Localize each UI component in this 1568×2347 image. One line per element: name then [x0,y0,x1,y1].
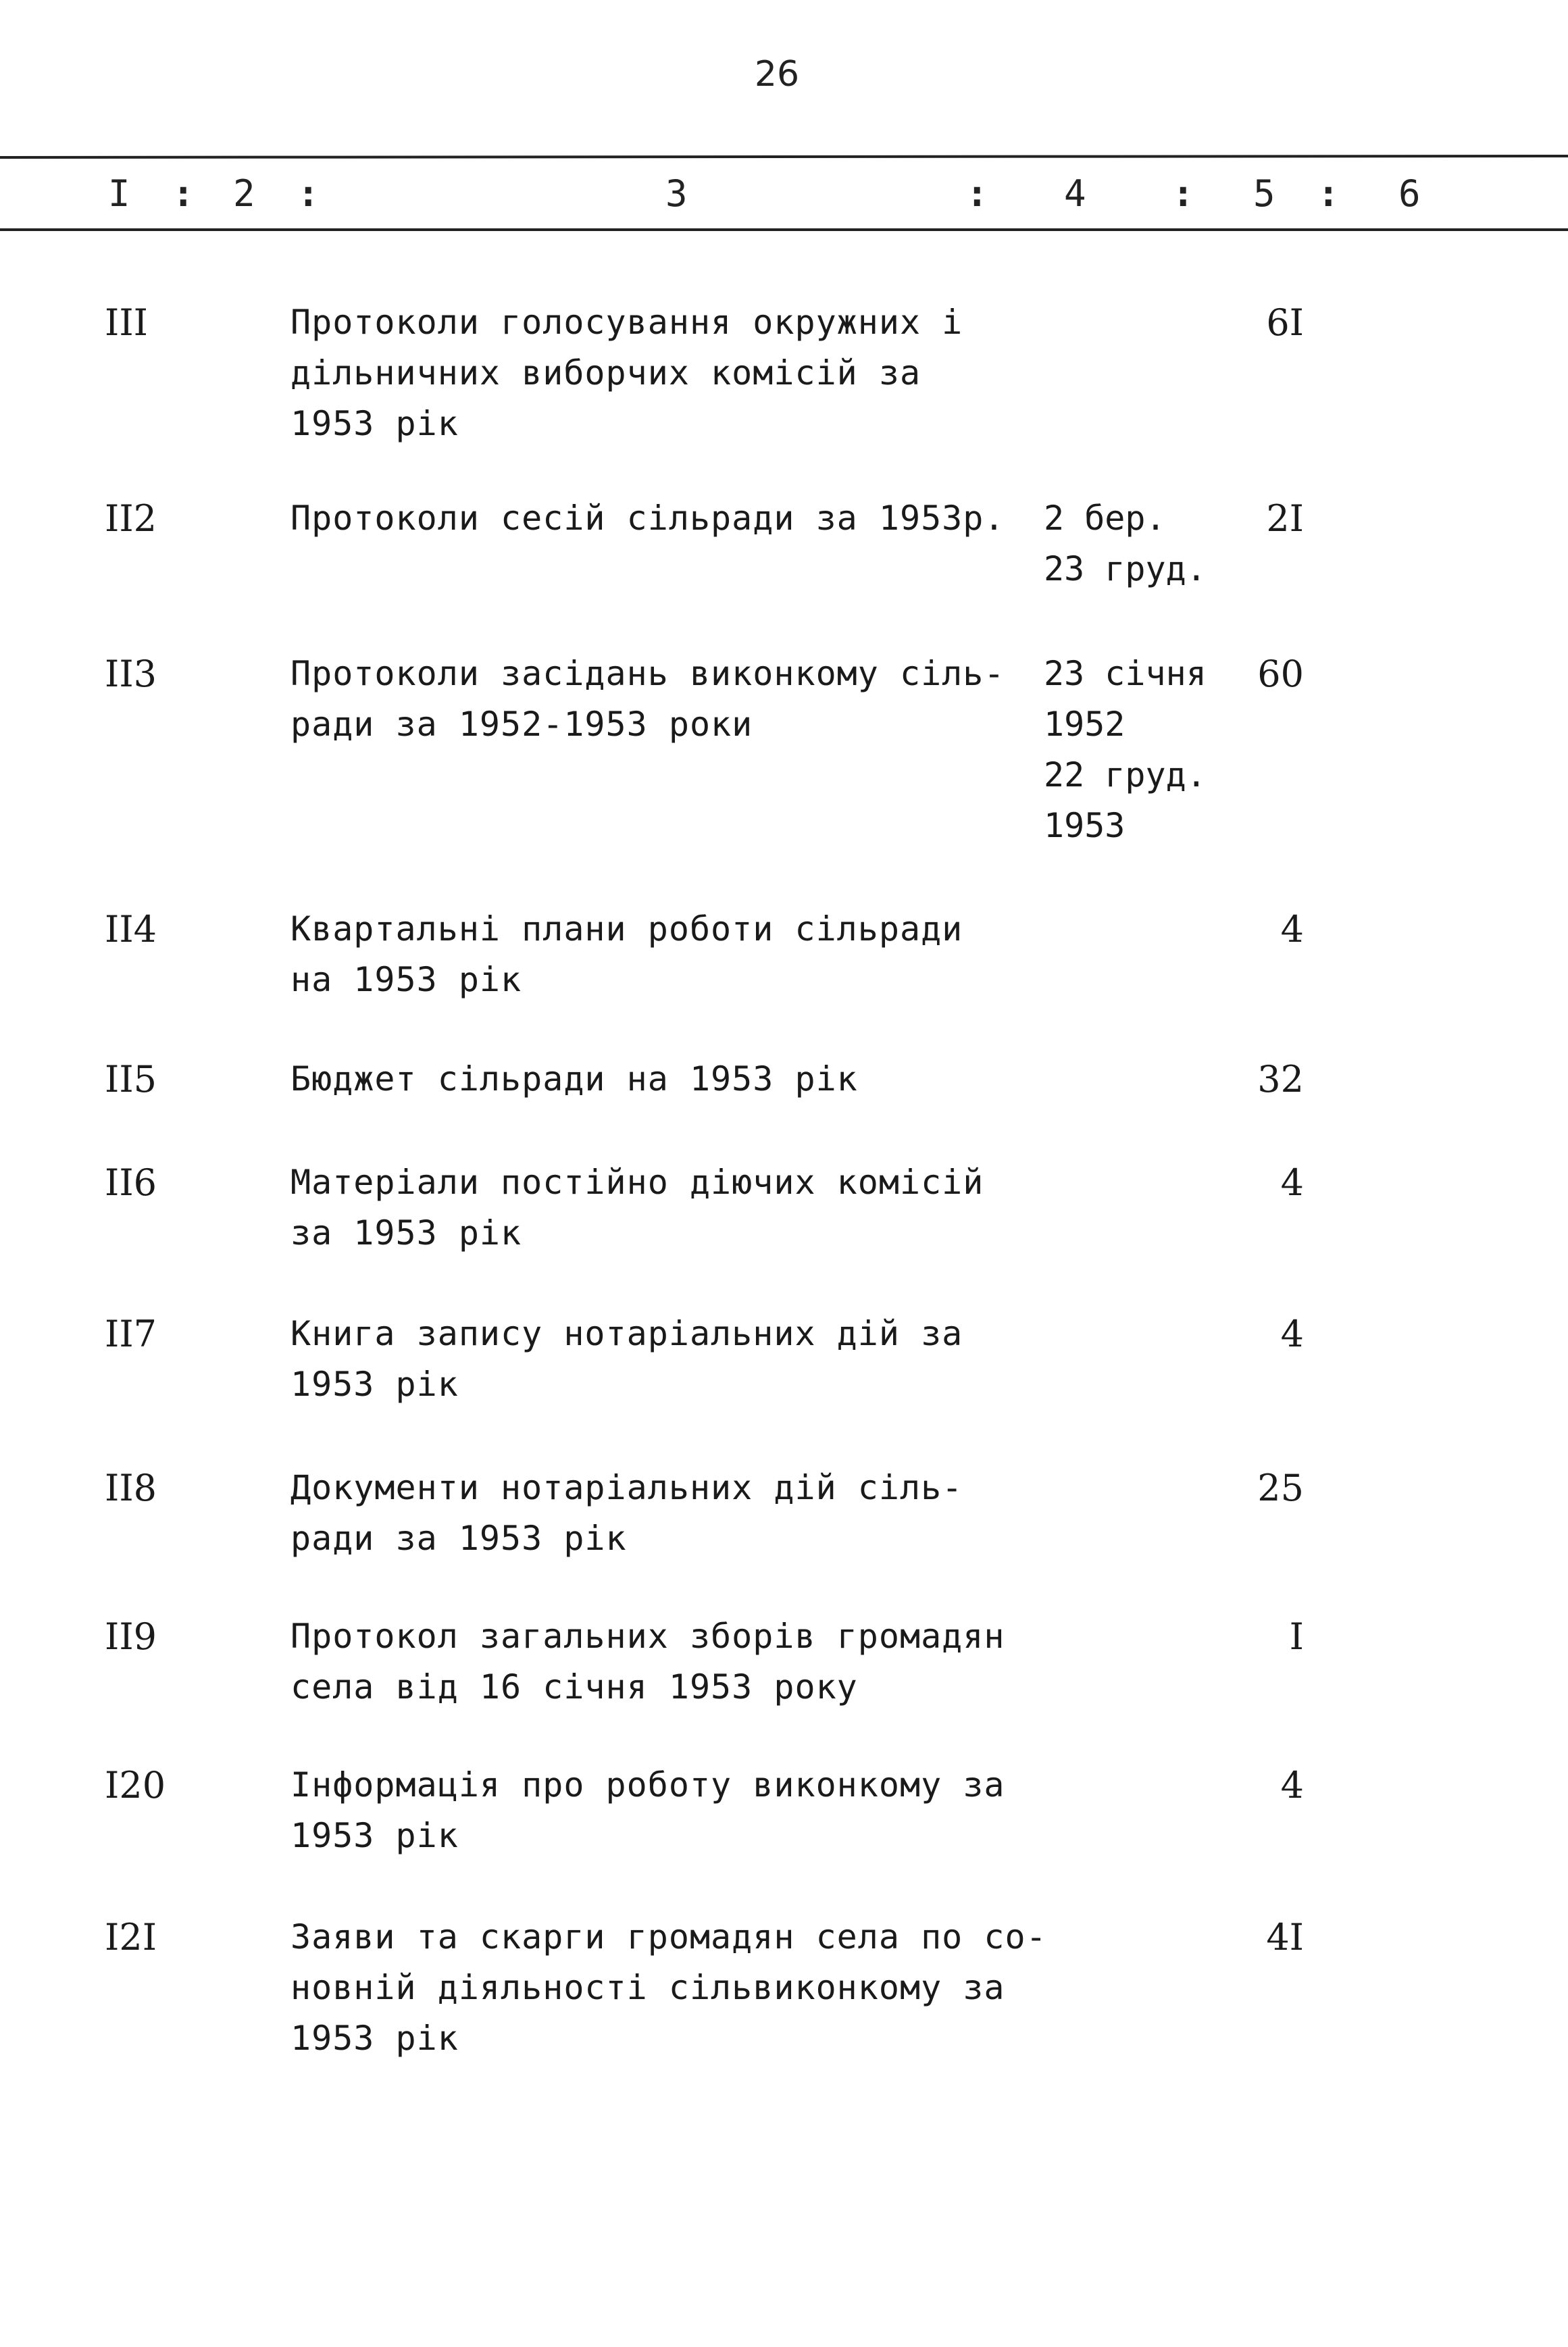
header-col-3: 3 [665,172,688,215]
row-count: 6I [1266,301,1304,344]
row-title: Протоколи голосування окружних і дільничних виборчих комісій за 1953 рік [290,303,963,443]
row-title: Книга запису нотаріальних дій за 1953 рік [290,1314,963,1404]
row-number: II3 [105,653,157,695]
row-number: II9 [105,1615,157,1658]
row-title: Інформація про роботу виконкому за 1953 рік [290,1765,1005,1855]
row-count: 4I [1266,1916,1304,1959]
row-count: 32 [1257,1058,1304,1101]
row-title: Протоколи засідань виконкому сіль- ради за 1952-1953 роки [290,654,1005,744]
row-number: II8 [105,1467,157,1509]
header-sep-2: : [297,172,320,215]
row-title: Матеріали постійно діючих комісій за 1953 рік [290,1163,984,1253]
header-col-1: I [108,172,130,215]
row-title: Заяви та скарги громадян села по со- новній діяльності сільвиконкому за 1953 рік [290,1917,1047,2058]
row-count: I [1289,1615,1304,1658]
row-number: II7 [105,1313,157,1355]
row-count: 4 [1280,1764,1304,1807]
header-col-2: 2 [233,172,255,215]
row-number: I20 [105,1764,166,1807]
row-count: 25 [1257,1467,1304,1509]
header-sep-4: : [1172,172,1194,215]
row-number: II5 [105,1058,157,1101]
row-count: 4 [1280,1313,1304,1355]
header-sep-1: : [172,172,195,215]
row-title: Квартальні плани роботи сільради на 1953 рік [290,909,963,999]
row-number: II6 [105,1161,157,1204]
header-col-6: 6 [1398,172,1421,215]
row-dates: 2 бер. 23 груд. [1044,499,1207,588]
header-bottom-rule [0,228,1568,231]
row-title: Документи нотаріальних дій сіль- ради за 1953 рік [290,1468,963,1558]
row-number: II4 [105,908,157,951]
header-col-4: 4 [1064,172,1086,215]
header-sep-5: : [1317,172,1340,215]
row-number: II2 [105,497,157,540]
header-top-rule [0,155,1568,159]
header-sep-3: : [966,172,988,215]
row-number: I2I [105,1916,157,1959]
row-count: 60 [1257,653,1304,695]
row-count: 2I [1266,497,1304,540]
row-title: Бюджет сільради на 1953 рік [290,1059,858,1099]
row-number: III [105,301,148,344]
header-col-5: 5 [1253,172,1275,215]
page-number: 26 [754,54,800,95]
column-header-row [0,172,1568,220]
row-count: 4 [1280,908,1304,951]
row-title: Протокол загальних зборів громадян села від 16 січня 1953 року [290,1617,1005,1707]
row-dates: 23 січня 1952 22 груд. 1953 [1044,654,1207,845]
row-count: 4 [1280,1161,1304,1204]
row-title: Протоколи сесій сільради за 1953р. [290,499,1005,538]
